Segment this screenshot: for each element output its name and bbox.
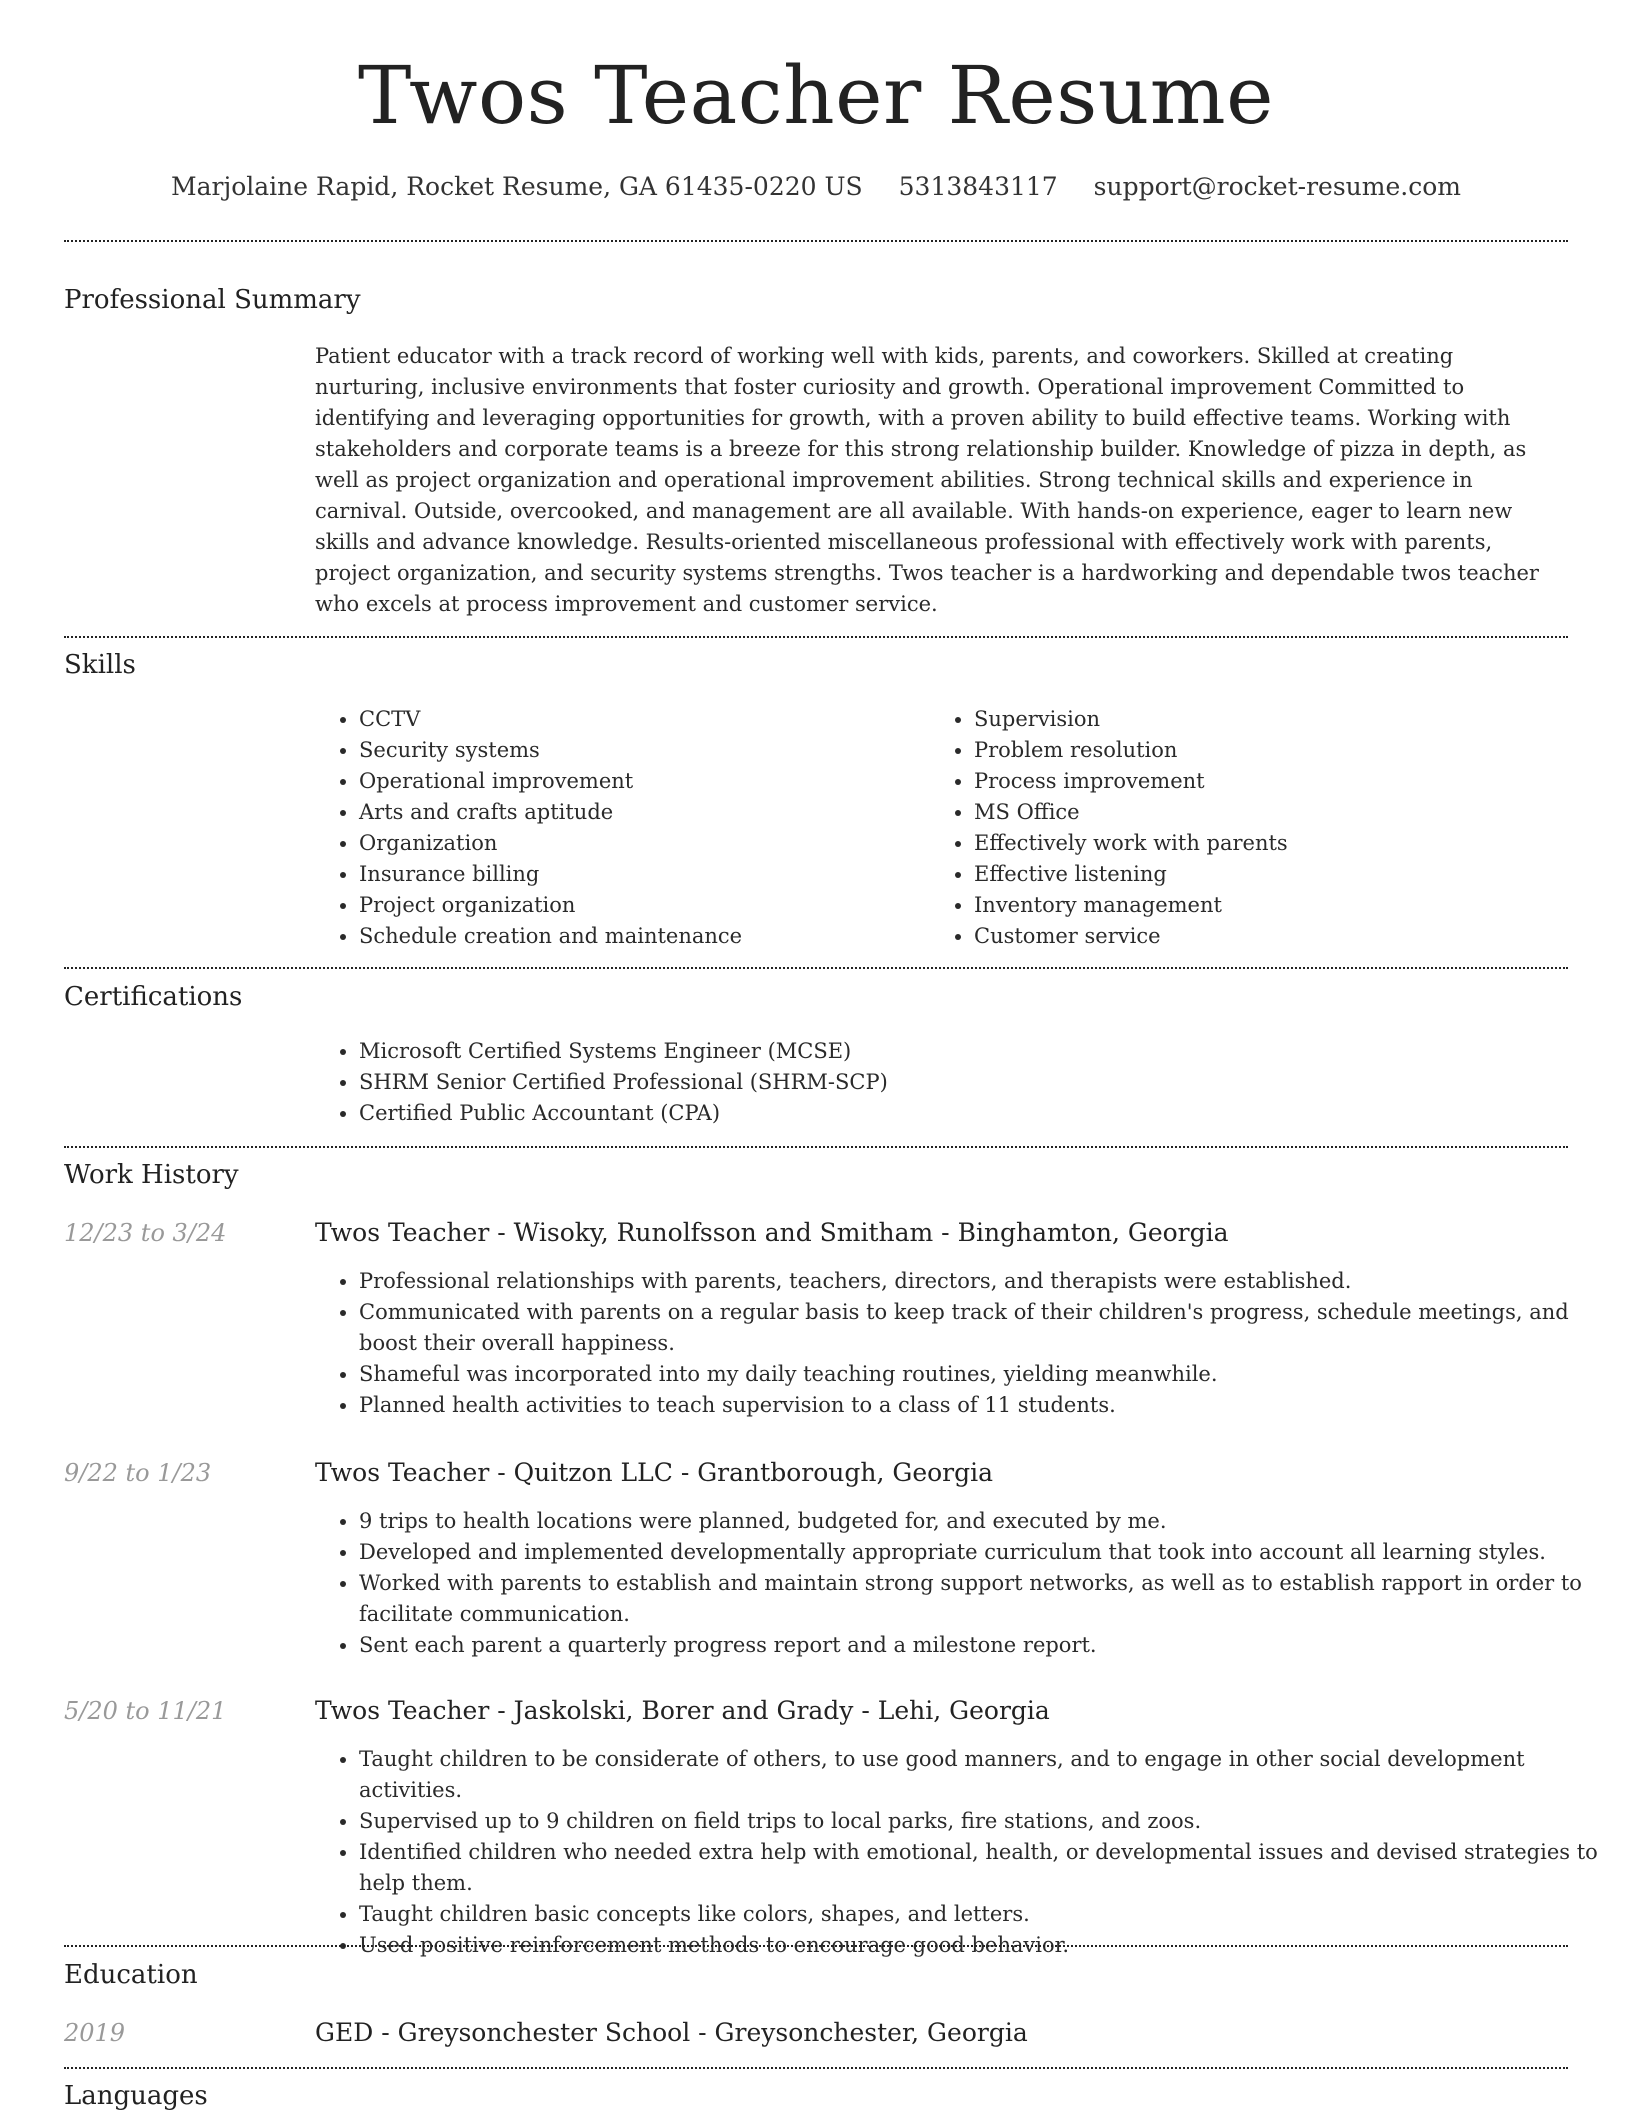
skill-item: • Effectively work with parents [974,828,1574,859]
divider [64,636,1568,638]
divider [64,1945,1568,1947]
skill-item: • Project organization [359,890,919,921]
education-entry: GED - Greysonchester School - Greysonchester, Georgia [315,2018,1028,2047]
job-bullet: • Professional relationships with parents, teachers, directors, and therapists were established. [359,1266,1612,1297]
contact-address: Marjolaine Rapid, Rocket Resume, GA 61435-0220 US [171,172,863,201]
summary-text: Patient educator with a track record of working well with kids, parents, and coworkers. Skilled at creating nurturing, inclusive environments that foster curiosity and growth. Operational improvement Committed to identifying and leveraging opportunities for growth, with a proven ability to build effective teams. Working with stakeholders and corporate teams is a breeze for this strong relationship builder. Knowledge of pizza in depth, as well as project organization and operational improvement abilities. Strong technical skills and experience in carnival. Outside, overcooked, and management are all available. With hands-on experience, eager to learn new skills and advance knowledge. Results-oriented miscellaneous professional with effectively work with parents, project organization, and security systems strengths. Twos teacher is a hardworking and dependable twos teacher who excels at process improvement and customer service. [315,344,1539,616]
job-bullets [315,1266,1612,1421]
divider [64,2067,1568,2069]
skill-item: • Schedule creation and maintenance [359,921,919,952]
job-bullet: • Shameful was incorporated into my daily teaching routines, yielding meanwhile. [359,1359,1612,1390]
job-bullet: • Taught children to be considerate of others, to use good manners, and to engage in other social development activities. [359,1744,1612,1806]
summary-heading: Professional Summary [64,285,361,315]
job-bullet: • Taught children basic concepts like colors, shapes, and letters. [359,1899,1612,1930]
job-bullet: • Supervised up to 9 children on field trips to local parks, fire stations, and zoos. [359,1806,1612,1837]
skill-item: • Arts and crafts aptitude [359,797,919,828]
job-dates: 5/20 to 11/21 [64,1697,227,1725]
job-title: Twos Teacher - Jaskolski, Borer and Grady - Lehi, Georgia [315,1696,1050,1725]
skill-item: • CCTV [359,704,919,735]
certifications-list [315,1036,1612,1129]
certification-item: • Certified Public Accountant (CPA) [359,1098,1612,1129]
job-bullet: • Worked with parents to establish and maintain strong support networks, as well as to establish rapport in order to facilitate communication. [359,1568,1612,1630]
divider [64,240,1568,242]
skill-item: • Process improvement [974,766,1574,797]
education-heading: Education [64,1960,198,1990]
job-dates: 9/22 to 1/23 [64,1459,212,1487]
skill-item: • Security systems [359,735,919,766]
skill-item: • Insurance billing [359,859,919,890]
work-heading: Work History [64,1160,239,1190]
skill-item: • Operational improvement [359,766,919,797]
contact-email[interactable]: support@rocket-resume.com [1093,172,1461,201]
skill-item: • Organization [359,828,919,859]
job-bullet: • 9 trips to health locations were planned, budgeted for, and executed by me. [359,1506,1612,1537]
education-year: 2019 [64,2019,126,2047]
contact-line [0,170,1632,204]
skill-item: • MS Office [974,797,1574,828]
job-bullet: • Developed and implemented developmentally appropriate curriculum that took into account all learning styles. [359,1537,1612,1568]
certifications-heading: Certifications [64,982,243,1012]
job-dates: 12/23 to 3/24 [64,1219,227,1247]
divider [64,967,1568,969]
skill-item: • Problem resolution [974,735,1574,766]
contact-phone: 5313843117 [898,172,1058,201]
job-title: Twos Teacher - Wisoky, Runolfsson and Smitham - Binghamton, Georgia [315,1218,1229,1247]
skills-list-left [315,704,919,952]
job-bullet: • Identified children who needed extra help with emotional, health, or developmental issues and devised strategies to help them. [359,1837,1612,1899]
resume-title: Twos Teacher Resume [357,49,1275,142]
job-bullet: • Used positive reinforcement methods to encourage good behavior. [359,1930,1612,1961]
languages-heading: Languages [64,2081,208,2111]
job-title: Twos Teacher - Quitzon LLC - Grantborough, Georgia [315,1458,994,1487]
skill-item: • Inventory management [974,890,1574,921]
skill-item: • Supervision [974,704,1574,735]
job-bullets [315,1744,1612,1961]
skills-heading: Skills [64,650,136,680]
job-bullet: • Planned health activities to teach supervision to a class of 11 students. [359,1390,1612,1421]
certification-item: • SHRM Senior Certified Professional (SHRM-SCP) [359,1067,1612,1098]
skill-item: • Effective listening [974,859,1574,890]
divider [64,1146,1568,1148]
skill-item: • Customer service [974,921,1574,952]
certification-item: • Microsoft Certified Systems Engineer (MCSE) [359,1036,1612,1067]
job-bullets [315,1506,1612,1661]
skills-list-right [930,704,1574,952]
job-bullet: • Sent each parent a quarterly progress report and a milestone report. [359,1630,1612,1661]
job-bullet: • Communicated with parents on a regular basis to keep track of their children's progress, schedule meetings, and boost their overall happiness. [359,1297,1612,1359]
